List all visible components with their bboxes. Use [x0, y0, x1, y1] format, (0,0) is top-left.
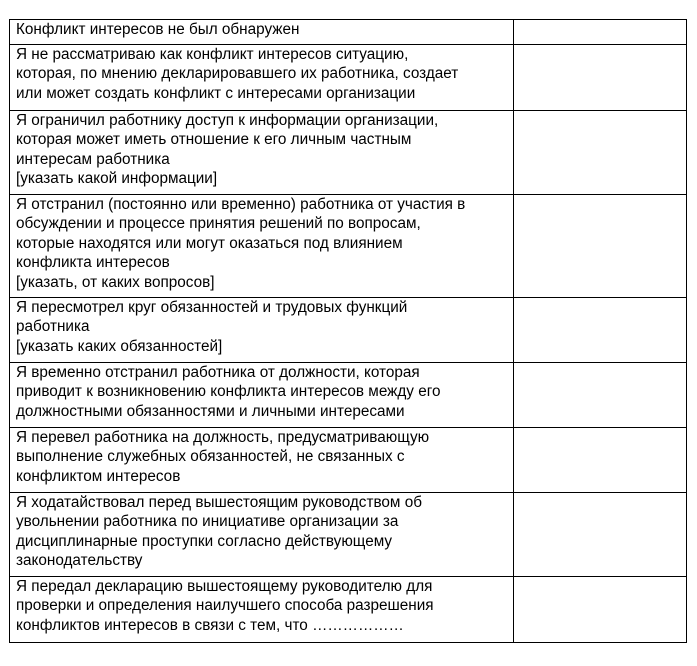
decision-mark-cell[interactable]: [514, 363, 687, 428]
decision-text: Я не рассматриваю как конфликт интересов ситуацию, которая, по мнению декларировавшего их работника, создает или может создать конфликт с интересами организации: [10, 45, 514, 111]
decision-mark-cell[interactable]: [514, 493, 687, 577]
decision-mark-cell[interactable]: [514, 195, 687, 298]
decision-mark-cell[interactable]: [514, 20, 687, 45]
decision-mark-cell[interactable]: [514, 111, 687, 195]
decision-text: Я перевел работника на должность, предусматривающую выполнение служебных обязанностей, не связанных с конфликтом интересов: [10, 428, 514, 493]
table-row: [10, 577, 687, 643]
table-row: [10, 45, 687, 111]
decision-text: Я передал декларацию вышестоящему руководителю для проверки и определения наилучшего способа разрешения конфликтов интересов в связи с тем, что ………………: [10, 577, 514, 643]
table-row: [10, 298, 687, 363]
table-row: [10, 493, 687, 577]
table-row: [10, 363, 687, 428]
decision-text: Я ходатайствовал перед вышестоящим руководством об увольнении работника по инициативе организации за дисциплинарные проступки согласно действующему законодательству: [10, 493, 514, 577]
table-row: [10, 111, 687, 195]
table-row: [10, 195, 687, 298]
decision-mark-cell[interactable]: [514, 428, 687, 493]
decision-text: Я временно отстранил работника от должности, которая приводит к возникновению конфликта интересов между его должностными обязанностями и личными интересами: [10, 363, 514, 428]
decision-text: Я отстранил (постоянно или временно) работника от участия в обсуждении и процессе принятия решений по вопросам, которые находятся или могут оказаться под влиянием конфликта интересов [указать, от каких вопросов]: [10, 195, 514, 298]
decision-mark-cell[interactable]: [514, 298, 687, 363]
table-row: [10, 20, 687, 45]
decision-mark-cell[interactable]: [514, 577, 687, 643]
decision-mark-cell[interactable]: [514, 45, 687, 111]
decision-table: [9, 19, 687, 643]
decision-text: Конфликт интересов не был обнаружен: [10, 20, 514, 45]
decision-text: Я ограничил работнику доступ к информации организации, которая может иметь отношение к его личным частным интересам работника [указать какой информации]: [10, 111, 514, 195]
table-row: [10, 428, 687, 493]
decision-text: Я пересмотрел круг обязанностей и трудовых функций работника [указать каких обязанностей]: [10, 298, 514, 363]
